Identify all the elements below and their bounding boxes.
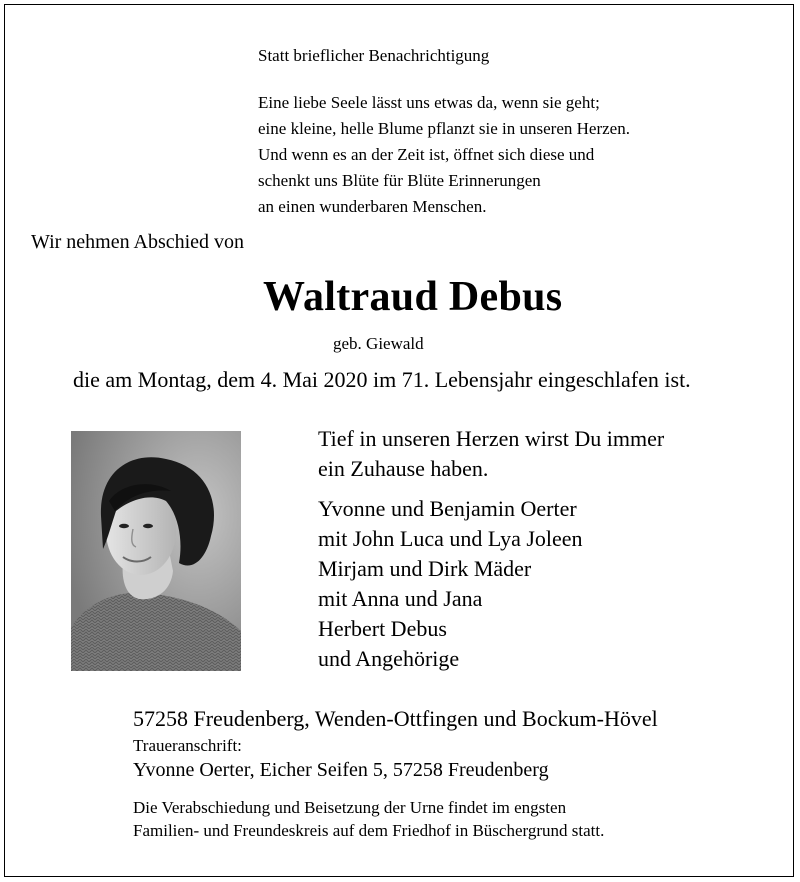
mourner-line-3: Mirjam und Dirk Mäder — [318, 556, 532, 581]
maiden-name: geb. Giewald — [333, 334, 424, 353]
address-label: Traueranschrift: — [133, 736, 242, 755]
portrait-photo — [71, 431, 241, 671]
mourner-line-2: mit John Luca und Lya Joleen — [318, 526, 583, 551]
notice-header: Statt brieflicher Benachrichtigung — [258, 46, 490, 65]
intro-text: Wir nehmen Abschied von — [31, 231, 245, 253]
mourner-line-5: Herbert Debus — [318, 616, 447, 641]
mourner-line-6: und Angehörige — [318, 646, 460, 671]
deceased-name: Waltraud Debus — [263, 274, 563, 320]
place-line: 57258 Freudenberg, Wenden-Ottfingen und Bockum-Hövel — [133, 706, 658, 731]
mourner-line-4: mit Anna und Jana — [318, 586, 483, 611]
mourner-line-1: Yvonne und Benjamin Oerter — [318, 496, 577, 521]
poem-line-3: Und wenn es an der Zeit ist, öffnet sich diese und — [258, 145, 595, 164]
portrait-image — [71, 431, 241, 671]
death-line: die am Montag, dem 4. Mai 2020 im 71. Lebensjahr eingeschlafen ist. — [73, 367, 691, 392]
quote-line-2: ein Zuhause haben. — [318, 456, 489, 481]
poem-line-5: an einen wunderbaren Menschen. — [258, 197, 487, 216]
poem-line-1: Eine liebe Seele lässt uns etwas da, wenn sie geht; — [258, 93, 600, 112]
poem-line-4: schenkt uns Blüte für Blüte Erinnerungen — [258, 171, 541, 190]
quote-line-1: Tief in unseren Herzen wirst Du immer — [318, 426, 665, 451]
funeral-note-line-1: Die Verabschiedung und Beisetzung der Urne findet im engsten — [133, 798, 567, 817]
address-line: Yvonne Oerter, Eicher Seifen 5, 57258 Freudenberg — [133, 759, 549, 781]
poem-line-2: eine kleine, helle Blume pflanzt sie in unseren Herzen. — [258, 119, 630, 138]
funeral-note-line-2: Familien- und Freundeskreis auf dem Friedhof in Büschergrund statt. — [133, 821, 605, 840]
